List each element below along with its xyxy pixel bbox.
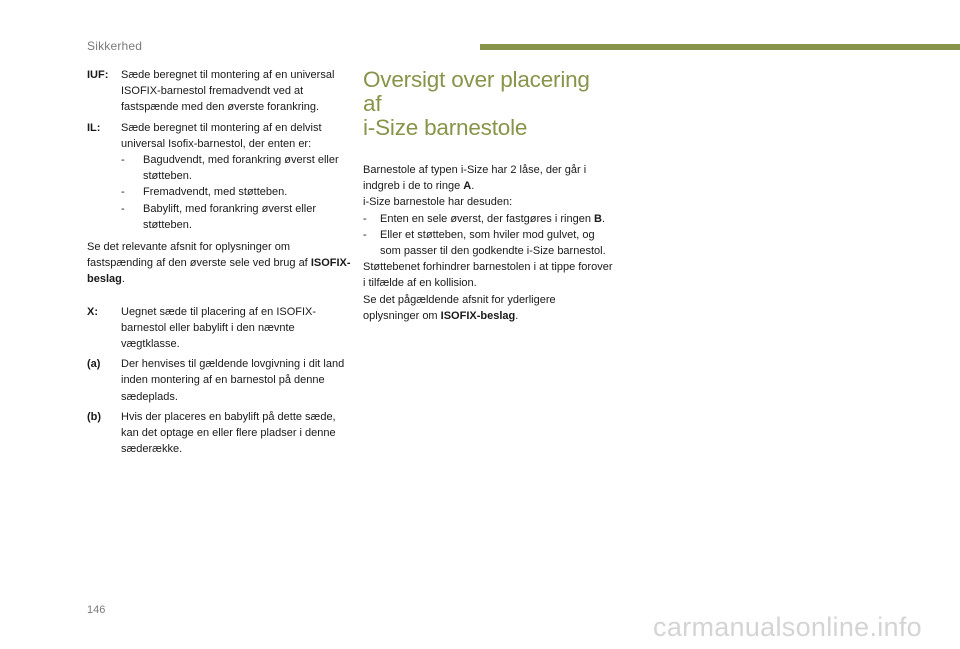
definition-text: Sæde beregnet til montering af en delvist universal Isofix-barnestol, der enten er: (121, 121, 322, 150)
heading-line: Oversigt over placering af (363, 67, 590, 116)
item-end: . (601, 212, 606, 225)
paragraph: Støttebenet forhindrer barnestolen i at tippe forover i tilfælde af en kollision. (363, 261, 613, 290)
definition-text: Uegnet sæde til placering af en ISOFIX-barnestol eller babylift i den nævnte vægtklasse. (121, 305, 317, 351)
isofix-reference: ISOFIX-beslag (87, 257, 351, 286)
note-end: . (121, 273, 125, 286)
definition-body (121, 120, 352, 233)
ring-label-a: A (463, 180, 472, 193)
definition-text: Hvis der placeres en babylift på dette sæde, kan det optage en eller flere pladser i denne sæderække. (121, 410, 336, 456)
definition-x (87, 304, 352, 353)
paragraph (363, 162, 613, 194)
isofix-note (87, 239, 352, 288)
list-item-text: Babylift, med forankring øverst eller støtteben. (143, 202, 317, 231)
definition-iuf (87, 67, 352, 116)
page-number: 146 (87, 604, 106, 616)
paragraph-text: Se det pågældende afsnit for yderligere oplysninger om (363, 293, 556, 322)
note-text: Se det relevante afsnit for oplysninger om fastspænding af den øverste sele ved brug af (87, 241, 311, 270)
definition-text: Der henvises til gældende lovgivning i dit land inden montering af en barnestol på denne sædeplads. (121, 358, 345, 403)
list-item (363, 227, 613, 259)
paragraph-end: . (471, 180, 475, 193)
list-item (121, 152, 352, 184)
list-item (363, 211, 613, 227)
definition-term: IUF: (87, 69, 109, 81)
heading-line: i-Size barnestole (363, 115, 528, 140)
paragraph (363, 292, 613, 324)
definition-b (87, 409, 352, 458)
definition-term: X: (87, 305, 98, 318)
list-item-text: Fremadvendt, med støtteben. (143, 186, 288, 199)
ring-label-b: B (594, 212, 602, 225)
list-dash: - (363, 212, 367, 225)
definition-text: Sæde beregnet til montering af en universal ISOFIX-barnestol fremadvendt ved at fastspænde med den øverste forankring. (121, 69, 335, 114)
list-item-text: Bagudvendt, med forankring øverst eller støtteben. (143, 154, 339, 183)
section-accent-bar (480, 44, 960, 50)
definition-term: IL: (87, 121, 101, 134)
definition-term: (b) (87, 410, 102, 423)
list-item (121, 201, 352, 233)
list-item-text: Eller et støtteben, som hviler mod gulvet, og som passer til den godkendte i-Size barnestol. (380, 228, 606, 258)
paragraph-end: . (515, 309, 519, 322)
paragraph: i-Size barnestole har desuden: (363, 196, 513, 209)
item-text: Enten en sele øverst, der fastgøres i ringen (380, 212, 594, 225)
definition-term: (a) (87, 358, 101, 371)
list-item-text (380, 211, 605, 227)
section-title: Sikkerhed (87, 39, 143, 53)
list-dash: - (121, 202, 125, 215)
list-dash: - (363, 228, 367, 241)
right-column (363, 68, 613, 324)
paragraph-text: Barnestole af typen i-Size har 2 låse, der går i indgreb i de to ringe (363, 164, 587, 193)
left-column (87, 67, 352, 461)
isofix-reference: ISOFIX-beslag (440, 309, 516, 322)
watermark: carmanualsonline.info (653, 612, 922, 642)
section-heading (363, 68, 613, 140)
list-dash: - (121, 154, 125, 167)
definition-il (87, 120, 352, 233)
definition-a (87, 356, 352, 405)
list-dash: - (121, 186, 125, 199)
list-item (121, 184, 352, 200)
